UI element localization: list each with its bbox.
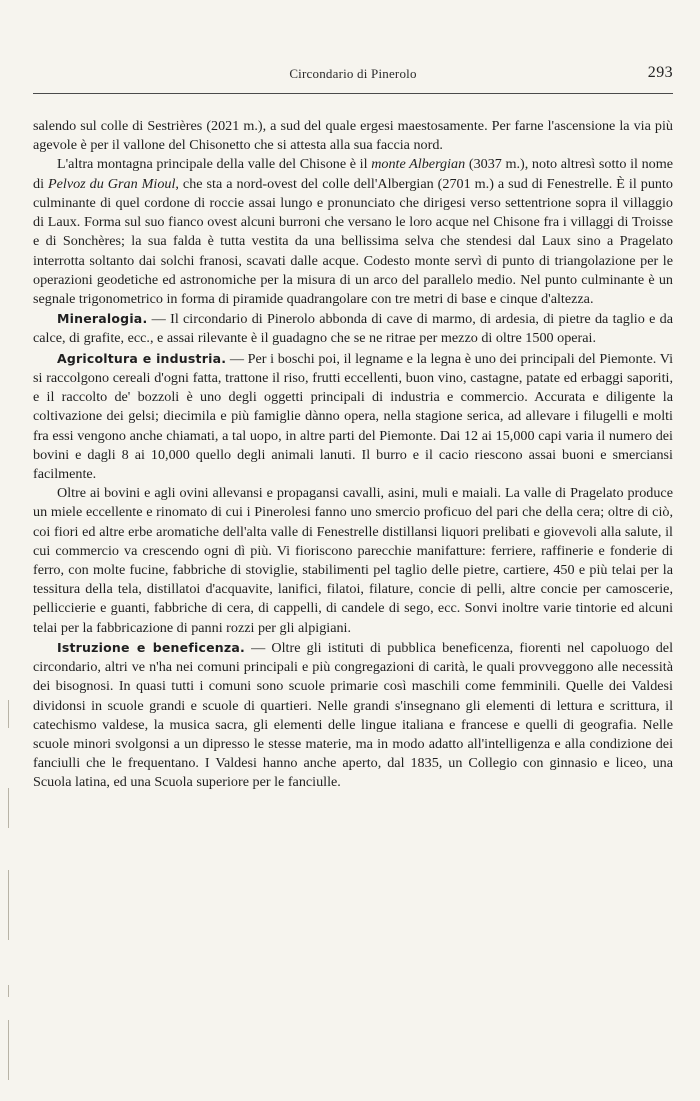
- paragraph-text: salendo sul colle di Sestrières (2021 m.), a sud del quale ergesi maestosamente. Per farne l'ascensione la via più agevole è per il vallone del Chisonetto che si attesta alla sua faccia nord.: [33, 118, 673, 154]
- paragraph: [33, 638, 673, 793]
- paragraph-text: , che sta a nord-ovest del colle dell'Albergian (2701 m.) a sud di Fenestrelle. È il punto culminante di quel cordone di roccie assai lungo e pronunciato che dirigesi verso settentrione sopra il villaggio di Laux. Forma sul suo fianco ovest alcuni burroni che versano le loro acque nel Chisone fra i villaggi di Troisse e di Sonchères; la sua falda è tutta vestita da una bellissima selva che stendesi dal Laux sino a Pragelato interrotta soltanto dai solchi franosi, scavati dalle acque. Codesto monte servì di punto di triangolazione per le operazioni geodetiche ed astronomiche per la misura di un arco del parallelo medio. Nel punto culminante è un segnale trigonometrico in forma di piramide quadrangolare con tre metri di base e cinque d'altezza.: [33, 175, 673, 307]
- italic-place-name: monte Albergian: [371, 156, 466, 173]
- paragraph: [33, 155, 673, 309]
- paragraph-text: Oltre ai bovini e agli ovini allevansi e propagansi cavalli, asini, muli e maiali. La valle di Pragelato produce un miele eccellente e rinomato di cui i Pinerolesi fanno uno smercio proficuo del pari che della cera; oltre di ciò, coi fiori ed altre erbe aromatiche dell'alta valle di Fenestrelle distillansi liquori prelibati e giovevoli alla salute, il cui commercio va crescendo ogni dì più. Vi fioriscono parecchie manifatture: ferriere, raffinerie e fonderie di ferro, con molte fucine, fabbriche di stoviglie, stabilimenti pel taglio delle pietre, cartiere, 450 e più telai per la tessitura della tela, distillatoi d'acquavite, lanifici, filatoi, filature, concie di pelli, altre concie per camoscerie, pelliccierie e guanti, fabbriche di cera, di cappelli, di candele di sego, ecc. Sonvi inoltre varie tintorie ed alcuni telai per la fabbricazione di panni rozzi per gli alpigiani.: [33, 485, 673, 636]
- section-heading: Istruzione e beneficenza.: [57, 639, 245, 655]
- page-number: 293: [647, 64, 673, 81]
- paragraph-text: — Oltre gli istituti di pubblica beneficenza, fiorenti nel capoluogo del circondario, altri ve n'ha nei comuni principali e più congregazioni di carità, le quali provveggono alle necessità dei bisognosi. In quasi tutti i comuni sono scuole primarie così maschili come femminili. Quelle dei Valdesi dividonsi in scuole grandi e scuole di quartieri. Nelle grandi s'insegnano gli elementi di lettura e scrittura, il catechismo valdese, la musica sacra, gli elementi delle lingue italiana e francese e quelli di geografia. Nelle scuole minori svolgonsi a un dipresso le stesse materie, ma in modo adatto all'intelligenza e alla condizione dei fanciulli che le frequentano. I Valdesi hanno anche aperto, dal 1835, un Collegio con ginnasio e liceo, una Scuola latina, ed una Scuola superiore per le fanciulle.: [33, 639, 673, 791]
- paragraph: [33, 484, 673, 638]
- page-header: [33, 66, 673, 90]
- paragraph: [33, 117, 673, 155]
- page-margin-marks: [0, 0, 20, 1101]
- margin-mark: [8, 870, 9, 940]
- margin-mark: [8, 985, 9, 997]
- margin-mark: [8, 1020, 9, 1080]
- paragraph-text: — Il circondario di Pinerolo abbonda di cave di marmo, di ardesia, di pietre da taglio e da calce, di grafite, ecc., e assai rilevante è il guadagno che se ne ritrae per mezzo di oltre 1500 operai.: [33, 311, 673, 347]
- body-text: [33, 117, 673, 793]
- section-heading: Agricoltura e industria.: [57, 350, 227, 366]
- paragraph: [33, 349, 673, 485]
- margin-mark: [8, 700, 9, 728]
- paragraph-text: (3037 m.), noto altresì sotto il nome di: [33, 156, 674, 192]
- section-heading: Mineralogia.: [57, 311, 148, 327]
- margin-mark: [8, 788, 9, 828]
- paragraph-text: L'altra montagna principale della valle del Chisone è il: [57, 156, 372, 173]
- paragraph: [33, 309, 673, 348]
- header-rule: [33, 93, 673, 94]
- paragraph-text: — Per i boschi poi, il legname e la legna è uno dei principali del Piemonte. Vi si raccolgono cereali d'ogni fatta, trattone il riso, frutti eccellenti, buon vino, castagne, patate ed erbaggi saporiti, e il raccolto de' bozzoli è uno degli oggetti principali di industria e commercio. Accurata e diligente la coltivazione dei gelsi; diecimila e più famiglie dànno opera, nella stagione serica, ad allevare i filugelli e molti fra essi vengono anche chiamati, a tal uopo, in altre parti del Piemonte. Dai 12 ai 15,000 capi varia il numero dei bovini e dagli 8 ai 10,000 quello degli animali lanuti. Il burro e il cacio riescono assai buoni e smerciansi facilmente.: [33, 350, 674, 482]
- italic-place-name: Pelvoz du Gran Mioul: [47, 175, 176, 192]
- running-head: Circondario di Pinerolo: [289, 66, 417, 81]
